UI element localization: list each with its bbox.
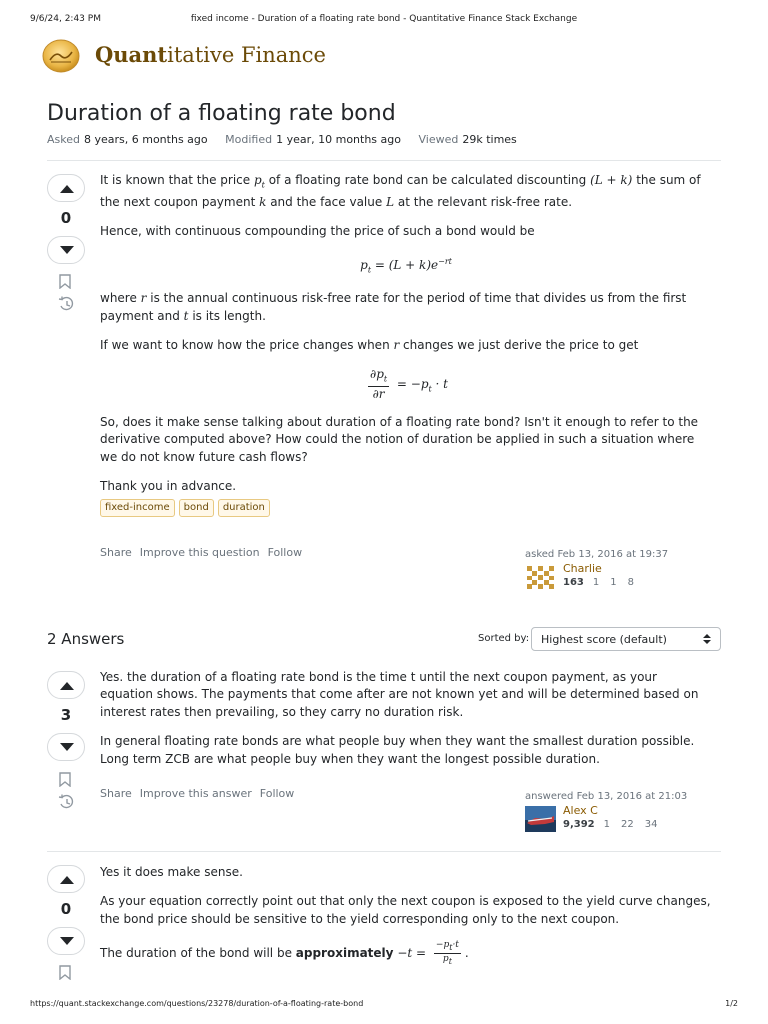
arrow-up-icon	[60, 875, 74, 884]
share-link[interactable]: Share	[100, 546, 132, 559]
price-formula: $p_t = (L + k)e^{-rt}$	[360, 256, 452, 274]
improve-link[interactable]: Improve this answer	[139, 787, 252, 800]
arrow-up-icon	[60, 681, 74, 690]
question-score: 0	[60, 209, 72, 227]
question-post-menu	[100, 546, 310, 559]
follow-link[interactable]: Follow	[259, 787, 295, 800]
user-stats	[563, 577, 645, 588]
question-paragraph: Thank you in advance.	[100, 479, 237, 494]
bronze-badges: 8	[627, 577, 634, 588]
question-paragraph: Hence, with continuous compounding the price of such a bond would be	[100, 224, 535, 239]
upvote-button[interactable]	[47, 865, 85, 893]
answer-1-post-menu	[100, 787, 302, 800]
answer-score: 3	[60, 706, 72, 724]
answer-paragraph: In general floating rate bonds are what people buy when they want the smallest duration possible. Long term ZCB are what people buy when they want the longest possible duration.	[100, 734, 695, 766]
sorted-by-label: Sorted by:	[478, 633, 530, 644]
upvote-button[interactable]	[47, 671, 85, 699]
avatar[interactable]	[525, 564, 556, 590]
silver-badges: 22	[621, 819, 634, 830]
downvote-button[interactable]	[47, 733, 85, 761]
question-paragraph: So, does it make sense talking about duration of a floating rate bond? Isn't it enough to refer to the derivative computed above? How could the notion of duration be applied in such a situation where we do not know future cash flows?	[100, 415, 699, 464]
reputation: 163	[563, 577, 584, 588]
question-meta: Asked 8 years, 6 months ago Modified 1 year, 10 months ago Viewed 29k times	[47, 133, 517, 146]
bookmark-icon[interactable]	[58, 772, 72, 787]
arrow-down-icon	[60, 937, 74, 946]
answers-count: 2 Answers	[47, 630, 125, 648]
question-paragraph: It is known that the price $p_t$ of a floating rate bond can be calculated discounting (L + k) the sum of the next coupon payment k and the face value L at the relevant risk-free rate.	[100, 173, 701, 209]
history-icon[interactable]	[58, 296, 75, 312]
question-title[interactable]: Duration of a floating rate bond	[47, 101, 396, 126]
print-page-number: 1/2	[725, 999, 738, 1008]
user-stats	[563, 819, 668, 830]
print-footer	[30, 999, 738, 1011]
arrow-down-icon	[60, 743, 74, 752]
gold-badges: 1	[603, 819, 611, 830]
divider	[47, 160, 721, 161]
tag-duration[interactable]: duration	[218, 499, 270, 517]
answered-timestamp[interactable]: answered Feb 13, 2016 at 21:03	[525, 791, 688, 802]
arrow-down-icon	[60, 246, 74, 255]
site-name[interactable]: Quantitative Finance	[95, 42, 326, 67]
gold-badges: 1	[592, 577, 600, 588]
answer-paragraph: As your equation correctly point out that only the next coupon is exposed to the yield curve changes, the bond price should be sensitive to the yield corresponding only to the next coupon.	[100, 894, 711, 926]
print-url: https://quant.stackexchange.com/questions/23278/duration-of-a-floating-rate-bond	[30, 999, 364, 1008]
modified-value: 1 year, 10 months ago	[276, 133, 401, 146]
question-tags	[100, 495, 274, 513]
asked-timestamp[interactable]: asked Feb 13, 2016 at 19:37	[525, 549, 669, 560]
silver-badges: 1	[610, 577, 617, 588]
answer-paragraph: Yes. the duration of a floating rate bond is the time t until the next coupon payment, as your equation shows. The payments that come after are not known yet and will be determined based on interest rates then prevailing, so they carry no duration risk.	[100, 670, 699, 719]
share-link[interactable]: Share	[100, 787, 132, 800]
bronze-badges: 34	[644, 819, 658, 830]
upvote-button[interactable]	[47, 174, 85, 202]
derivative-formula: $\frac{\partial p_t}{\partial r}$ = $-p_t \cdot t$	[369, 366, 448, 402]
print-datetime: 9/6/24, 2:43 PM	[30, 14, 101, 24]
bookmark-icon[interactable]	[58, 965, 72, 980]
answer-2-body	[100, 864, 712, 979]
history-icon[interactable]	[58, 794, 75, 810]
answer-1-body	[100, 669, 712, 780]
downvote-button[interactable]	[47, 236, 85, 264]
sort-value: Highest score (default)	[541, 633, 667, 646]
arrow-up-icon	[60, 184, 74, 193]
print-page-title: fixed income - Duration of a floating rate bond - Quantitative Finance Stack Exchange	[190, 14, 578, 24]
tag-fixed-income[interactable]: fixed-income	[100, 499, 175, 517]
divider	[47, 851, 721, 852]
sort-caret-icon	[703, 632, 711, 646]
sort-select[interactable]	[531, 627, 721, 651]
bookmark-icon[interactable]	[58, 274, 72, 289]
asked-value: 8 years, 6 months ago	[83, 133, 208, 146]
viewed-value: 29k times	[462, 133, 517, 146]
site-header[interactable]	[42, 38, 362, 74]
question-paragraph: If we want to know how the price changes when r changes we just derive the price to get	[100, 338, 639, 353]
answer-paragraph: The duration of the bond will be approximately −t = $\frac{-p_t\cdot t}{p_t}$ .	[100, 940, 469, 966]
downvote-button[interactable]	[47, 927, 85, 955]
site-logo-icon[interactable]	[42, 38, 80, 74]
user-name[interactable]: Charlie	[563, 562, 602, 575]
question-paragraph: where r is the annual continuous risk-free rate for the period of time that divides us from the first payment and t is its length.	[100, 291, 687, 323]
improve-link[interactable]: Improve this question	[139, 546, 260, 559]
answer-paragraph: Yes it does make sense.	[100, 865, 243, 879]
follow-link[interactable]: Follow	[267, 546, 303, 559]
avatar[interactable]	[525, 806, 556, 832]
reputation: 9,392	[563, 819, 595, 830]
question-body	[100, 172, 712, 508]
tag-bond[interactable]: bond	[179, 499, 214, 517]
user-name[interactable]: Alex C	[563, 804, 598, 817]
print-header	[30, 14, 738, 26]
answer-score: 0	[60, 900, 72, 918]
